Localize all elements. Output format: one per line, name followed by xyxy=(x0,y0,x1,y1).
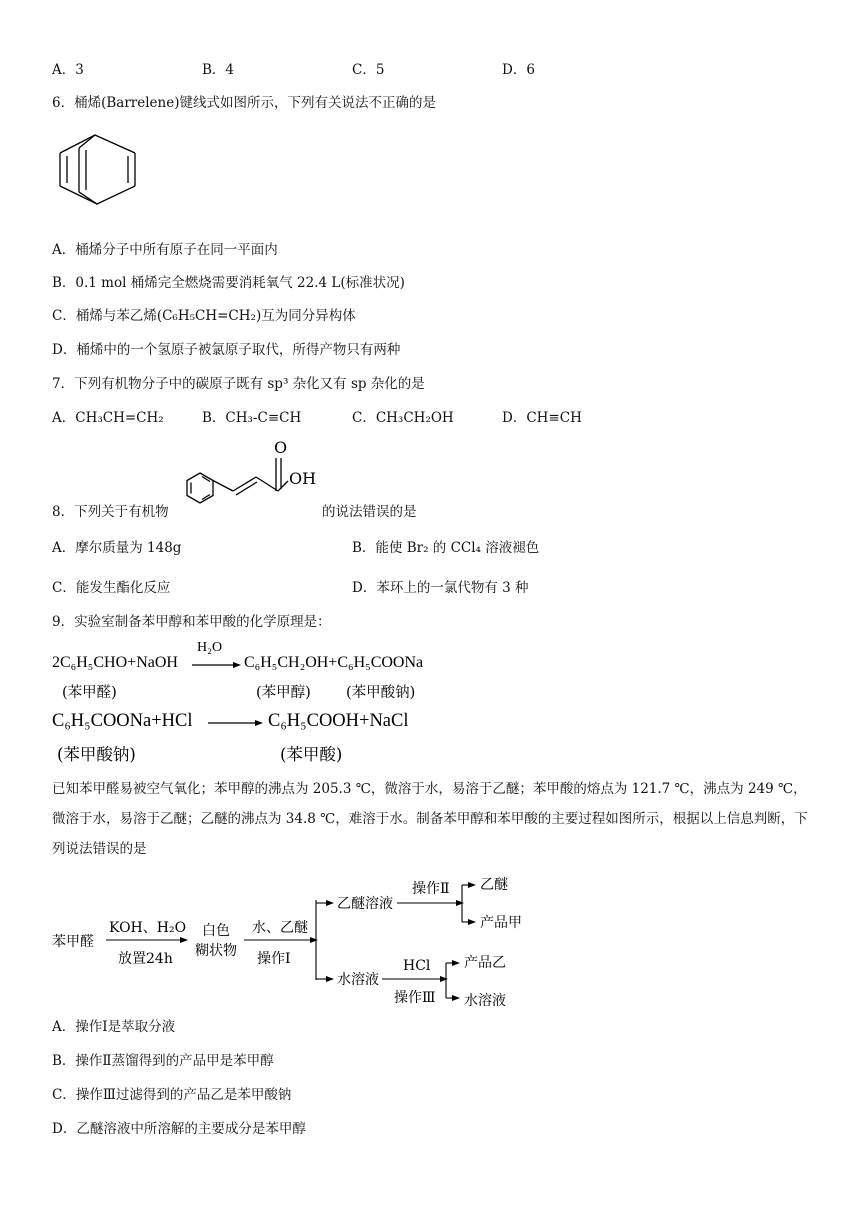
q8-stem-left: 8．下列关于有机物 xyxy=(52,504,169,520)
flow-start-benzaldehyde: 苯甲醛 xyxy=(52,934,94,950)
barrelene-structure xyxy=(52,128,144,210)
eq1-products: C₆H₅CH₂OH+C₆H₅COONa xyxy=(244,654,424,671)
q8-option-b: B．能使 Br₂ 的 CCl₄ 溶液褪色 xyxy=(352,540,540,556)
flow-arrow1-reagent: KOH、H₂O xyxy=(109,920,187,936)
q7-option-b: B．CH₃-C≡CH xyxy=(202,410,302,426)
q9-option-d: D．乙醚溶液中所溶解的主要成分是苯甲醇 xyxy=(52,1121,306,1137)
q6-stem: 6．桶烯(Barrelene)键线式如图所示，下列有关说法不正确的是 xyxy=(52,95,436,111)
carbonyl-o-label: O xyxy=(274,438,288,457)
eq2-products: C₆H₅COOH+NaCl xyxy=(268,711,409,731)
flow-aqueous-solution-2: 水溶液 xyxy=(464,993,506,1009)
flow-hcl: HCl xyxy=(403,958,431,974)
q7-option-c: C．CH₃CH₂OH xyxy=(352,410,454,426)
q8-option-d: D．苯环上的一氯代物有 3 种 xyxy=(352,580,529,596)
flow-ether: 乙醚 xyxy=(480,877,508,893)
flow-op3: 操作Ⅲ xyxy=(394,990,436,1006)
flow-white: 白色 xyxy=(202,923,230,939)
flow-arrow2-op1: 操作Ⅰ xyxy=(257,951,291,967)
q5-option-a: A．3 xyxy=(52,62,84,78)
hydroxyl-label: OH xyxy=(289,469,317,488)
flow-paste: 糊状物 xyxy=(195,943,237,959)
q9-info-paragraph: 已知苯甲醛易被空气氧化；苯甲醇的沸点为 205.3 ℃，微溶于水，易溶于乙醚；苯甲酸的熔点为 121.7 ℃，沸点为 249 ℃，微溶于水，易溶于乙醚；乙醚的沸点为 34.8 ℃，难溶于水。制备苯甲醇和苯甲酸的主要过程如图所示，根据以上信息判断，下列说法错误的是 xyxy=(52,781,808,857)
q9-option-b: B．操作Ⅱ蒸馏得到的产品甲是苯甲醇 xyxy=(52,1053,274,1069)
eq1-reactants: 2C₆H₅CHO+NaOH xyxy=(52,654,178,671)
q6-option-b: B．0.1 mol 桶烯完全燃烧需要消耗氧气 22.4 L(标准状况) xyxy=(52,275,405,291)
cinnamic-acid-structure xyxy=(178,436,328,520)
eq1-label-benzyl-alcohol: (苯甲醇) xyxy=(256,685,311,701)
q8-stem-right: 的说法错误的是 xyxy=(322,504,417,520)
eq1-condition: H₂O xyxy=(197,640,223,655)
eq1-arrow xyxy=(192,660,242,670)
q9-stem: 9．实验室制备苯甲醇和苯甲酸的化学原理是： xyxy=(52,614,331,630)
eq2-arrow xyxy=(208,718,264,728)
flow-op2: 操作Ⅱ xyxy=(412,881,450,897)
q7-stem: 7．下列有机物分子中的碳原子既有 sp³ 杂化又有 sp 杂化的是 xyxy=(52,376,425,392)
q7-option-a: A．CH₃CH=CH₂ xyxy=(52,410,164,426)
q9-option-c: C．操作Ⅲ过滤得到的产品乙是苯甲酸钠 xyxy=(52,1087,292,1103)
q9-option-a: A．操作Ⅰ是萃取分液 xyxy=(52,1019,176,1035)
flow-product-b: 产品乙 xyxy=(464,955,506,971)
flow-arrow2-reagent: 水、乙醚 xyxy=(252,920,308,936)
q5-option-b: B．4 xyxy=(202,62,235,78)
eq2-label-sodium-benzoate: (苯甲酸钠) xyxy=(57,745,136,764)
eq2-reactants: C₆H₅COONa+HCl xyxy=(52,711,193,731)
eq1-label-benzaldehyde: (苯甲醛) xyxy=(62,685,117,701)
eq2-label-benzoic-acid: (苯甲酸) xyxy=(280,745,343,764)
q6-option-a: A．桶烯分子中所有原子在同一平面内 xyxy=(52,242,278,258)
q6-option-c: C．桶烯与苯乙烯(C₆H₅CH=CH₂)互为同分异构体 xyxy=(52,308,356,324)
q8-option-c: C．能发生酯化反应 xyxy=(52,580,171,596)
flow-ether-solution: 乙醚溶液 xyxy=(337,896,393,912)
q8-option-a: A．摩尔质量为 148g xyxy=(52,540,182,556)
q7-option-d: D．CH≡CH xyxy=(502,410,582,426)
flow-product-a: 产品甲 xyxy=(480,915,522,931)
eq1-label-sodium-benzoate: (苯甲酸钠) xyxy=(346,685,416,701)
q6-option-d: D．桶烯中的一个氢原子被氯原子取代，所得产物只有两种 xyxy=(52,342,401,358)
q9-flow-diagram xyxy=(52,868,542,1010)
q5-option-d: D．6 xyxy=(502,62,535,78)
q5-option-c: C．5 xyxy=(352,62,385,78)
flow-aqueous-solution: 水溶液 xyxy=(337,972,379,988)
flow-arrow1-condition: 放置24h xyxy=(118,951,173,967)
